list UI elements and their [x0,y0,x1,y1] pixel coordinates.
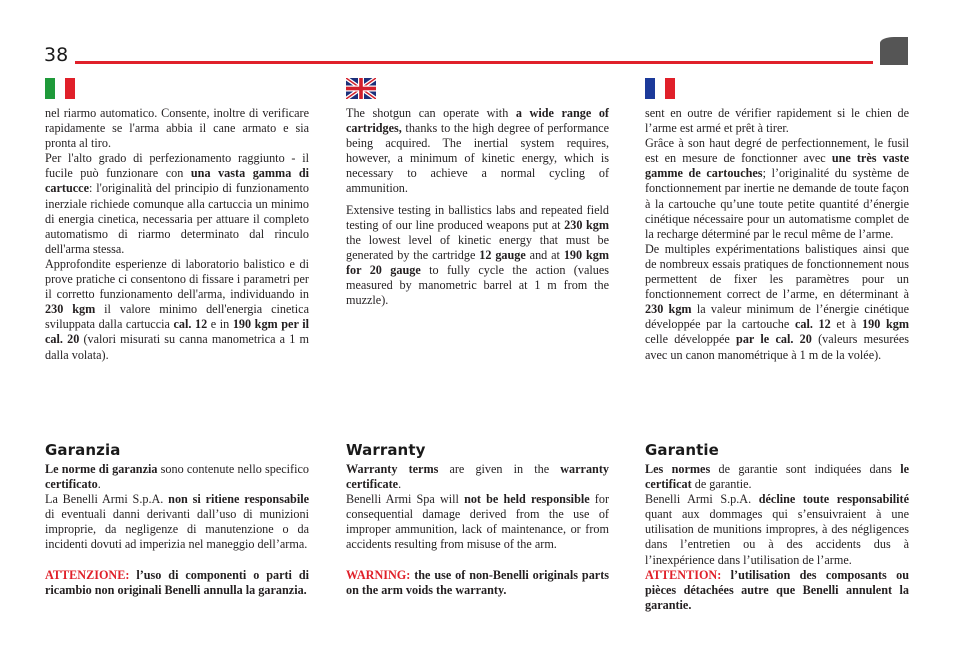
en-warranty-heading: Warranty [346,441,426,459]
en-warranty-p1: Warranty terms are given in the warranty certificate. [346,462,609,492]
fr-warranty-heading: Garantie [645,441,719,459]
en-warranty-p2: Benelli Armi Spa will not be held responsible for consequential damage derived from the use of improper ammunition, lack of maintenance, or from accidents resulting from misuse of the arm. [346,492,610,552]
english-warranty [346,462,609,598]
it-warranty-heading: Garanzia [45,441,121,459]
fr-warning: ATTENTION: l’utilisation des composants ou pièces détachées autre que Benelli annulent la garantie. [645,567,909,612]
fr-warranty-p2: Benelli Armi S.p.A. décline toute responsabilité quant aux dommages qui s’ensuivraient à une utilisation de munitions impropres, à des négligences dans l’entretien ou à des accidents dus à l’inexpérience dans l’utilisation de l’arme. [645,492,909,567]
corner-tab [880,37,908,65]
italy-flag-icon [45,78,75,99]
it-paragraph-3: Approfondite esperienze di laboratorio balistico e di prove pratiche ci consentono di fissare i parametri per il corretto funzionamento dell'arma, individuando in 230 kgm il valore minimo dell'energia cinetica sviluppata dalla cartuccia cal. 12 e in 190 kgm per il cal. 20 (valori misurati su canna manometrica a 1 m dalla volata). [45,256,310,362]
en-paragraph-2: Extensive testing in ballistics labs and repeated field testing of our line produced weapons put at 230 kgm the lowest level of kinetic energy that must be generated by the cartridge 12 gauge and at 190 kgm for 20 gauge to fully cycle the action (values measured by manometric barrel at 1 m from the muzzle). [346,202,610,308]
page-number: 38 [44,44,69,66]
fr-paragraph-2: Grâce à son haut degré de perfectionnement, le fusil est en mesure de fonctionner avec une très vaste gamme de cartouches; l’originalité du système de fonctionnement par inertie ne demande de toute façon à la cartouche qu’une toute petite quantité d’énergie cinétique nécessaire pour un automatisme complet de la recharge déterminé par le recul même de l’arme. [645,136,909,241]
it-warning: ATTENZIONE: l’uso di componenti o parti di ricambio non originali Benelli annulla la garanzia. [45,567,309,597]
en-paragraph-1: The shotgun can operate with a wide range of cartridges, thanks to the high degree of performance being acquired. The inertial system requires, however, a minimum of kinetic energy, which is necessary to achieve a normal cycling of ammunition. [346,106,609,196]
france-flag-icon [645,78,675,99]
it-warranty-p1: Le norme di garanzia sono contenute nello specifico certificato. [45,462,310,492]
it-paragraph-1: nel riarmo automatico. Consente, inoltre di verificare rapidamente se l'arma abbia il cane armato e sia pronta al tiro. [45,106,309,151]
it-paragraph-2: Per l'alto grado di perfezionamento raggiunto - il fucile può funzionare con una vasta gamma di cartucce: l'originalità del principio di funzionamento inerziale richiede comunque alla cartuccia un minimo di energia cinetica, necessaria per attuare il completo automatismo di riarmo determinato dal rinculo dell'arma stessa. [45,151,309,256]
french-warranty [645,462,909,613]
italian-body [45,106,309,363]
italian-warranty [45,462,309,598]
french-body [645,106,909,363]
english-body [346,106,609,308]
uk-flag-icon [346,78,376,99]
header-rule [75,61,873,64]
it-warranty-p2: La Benelli Armi S.p.A. non si ritiene responsabile di eventuali danni derivanti dall’uso di munizioni improprie, da negligenze di manutenzione o da incidenti dovuti ad imperizia nel maneggio dell’arma. [45,492,310,552]
fr-warranty-p1: Les normes de garantie sont indiquées dans le certificat de garantie. [645,462,909,492]
fr-paragraph-3: De multiples expérimentations balistiques ainsi que de nombreux essais pratiques de fonctionnement nous permettent de fixer les paramètres pour un fonctionnement correct de l’arme, en déterminant à 230 kgm la valeur minimum de l’énergie cinétique développée par la cartouche cal. 12 et à 190 kgm celle développée par le cal. 20 (valeurs mesurées avec un canon manométrique à 1 m de la volée). [645,241,909,362]
en-warning: WARNING: the use of non-Benelli originals parts on the arm voids the warranty. [346,567,609,597]
fr-paragraph-1: sent en outre de vérifier rapidement si le chien de l’arme est armé et prêt à tirer. [645,106,909,136]
